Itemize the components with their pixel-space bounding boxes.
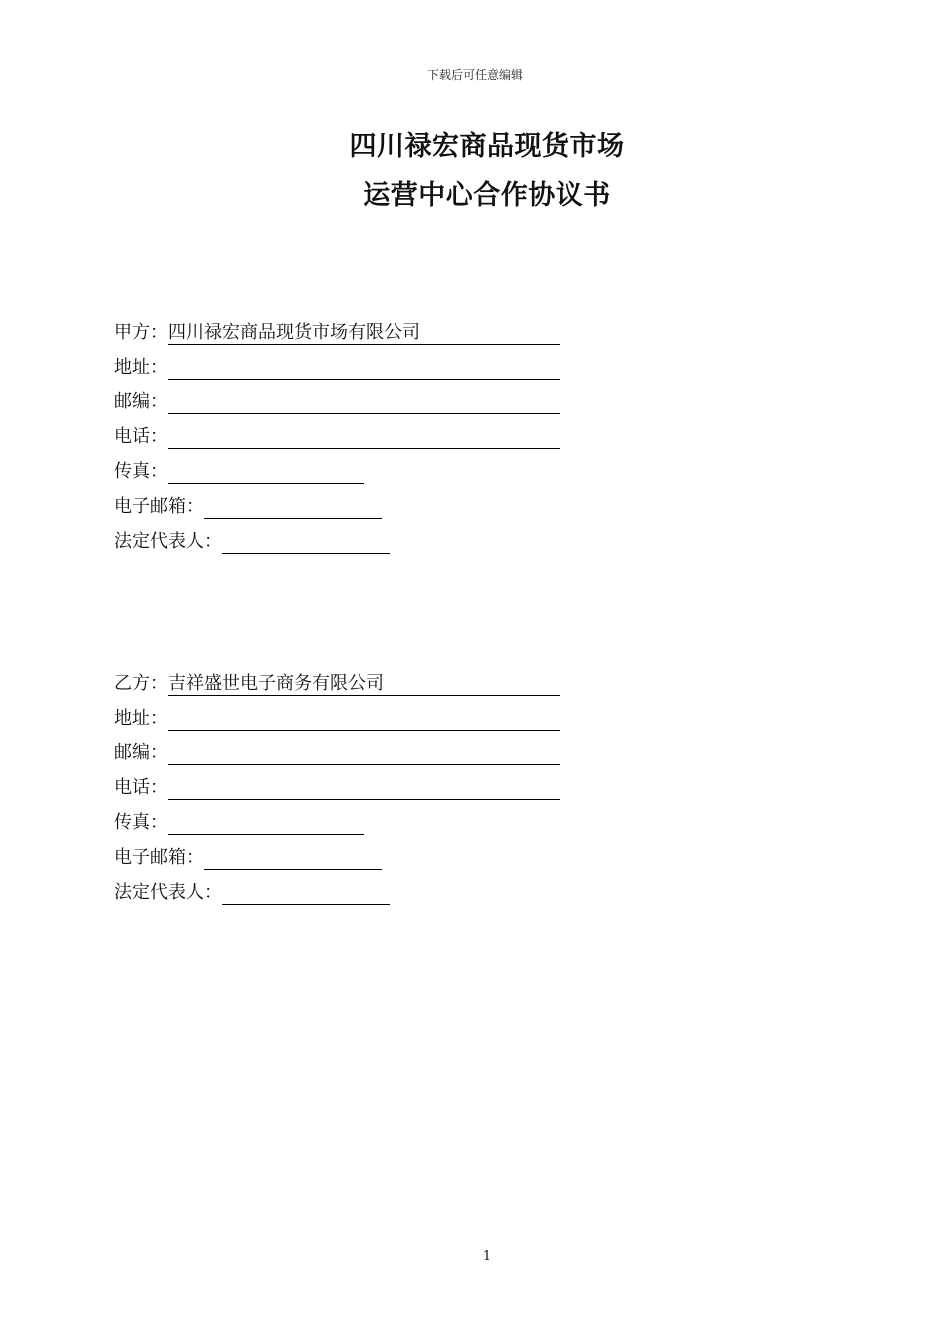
party-b-email-label: 电子邮箱： <box>114 846 204 868</box>
party-a-address-row <box>114 348 574 383</box>
party-b-name-field: 吉祥盛世电子商务有限公司 <box>168 672 560 696</box>
party-b-rep-label: 法定代表人： <box>114 881 222 903</box>
party-b-phone-label: 电话： <box>114 777 168 799</box>
party-a-rep-field <box>222 530 390 554</box>
party-a-label: 甲方： <box>114 321 168 343</box>
party-b-postcode-label: 邮编： <box>114 742 168 764</box>
page-header-note: 下载后可任意编辑 <box>426 68 523 82</box>
party-a-postcode-row <box>114 383 574 418</box>
party-a-address-label: 地址： <box>114 356 168 378</box>
party-b-phone-row <box>114 768 574 803</box>
party-b-phone-field <box>168 776 560 800</box>
party-b-postcode-row <box>114 734 574 769</box>
party-b-name-row <box>114 664 574 699</box>
party-b-address-field <box>168 707 560 731</box>
party-a-name-field: 四川禄宏商品现货市场有限公司 <box>168 321 560 345</box>
document-title-line2: 运营中心合作协议书 <box>363 180 611 211</box>
party-a-name-row <box>114 313 574 348</box>
party-a-email-label: 电子邮箱： <box>114 495 204 517</box>
party-a-postcode-field <box>168 390 560 414</box>
party-b-fax-field <box>168 811 364 835</box>
party-b-address-row <box>114 699 574 734</box>
party-a-postcode-label: 邮编： <box>114 391 168 413</box>
party-a-rep-label: 法定代表人： <box>114 530 222 552</box>
party-b-section <box>114 664 574 908</box>
party-b-fax-row <box>114 803 574 838</box>
party-a-fax-row <box>114 452 574 487</box>
page-number: 1 <box>482 1249 492 1264</box>
party-b-rep-field <box>222 881 390 905</box>
party-b-rep-row <box>114 873 574 908</box>
party-b-email-row <box>114 838 574 873</box>
party-a-email-row <box>114 487 574 522</box>
party-a-section <box>114 313 574 557</box>
party-a-address-field <box>168 356 560 380</box>
party-b-email-field <box>204 846 382 870</box>
document-title-line1: 四川禄宏商品现货市场 <box>349 131 625 162</box>
party-a-fax-field <box>168 460 364 484</box>
party-a-email-field <box>204 495 382 519</box>
party-b-postcode-field <box>168 741 560 765</box>
party-a-phone-row <box>114 417 574 452</box>
party-a-phone-label: 电话： <box>114 426 168 448</box>
party-b-fax-label: 传真： <box>114 811 168 833</box>
party-b-label: 乙方： <box>114 672 168 694</box>
party-b-address-label: 地址： <box>114 707 168 729</box>
party-a-phone-field <box>168 425 560 449</box>
party-a-rep-row <box>114 522 574 557</box>
party-a-fax-label: 传真： <box>114 460 168 482</box>
